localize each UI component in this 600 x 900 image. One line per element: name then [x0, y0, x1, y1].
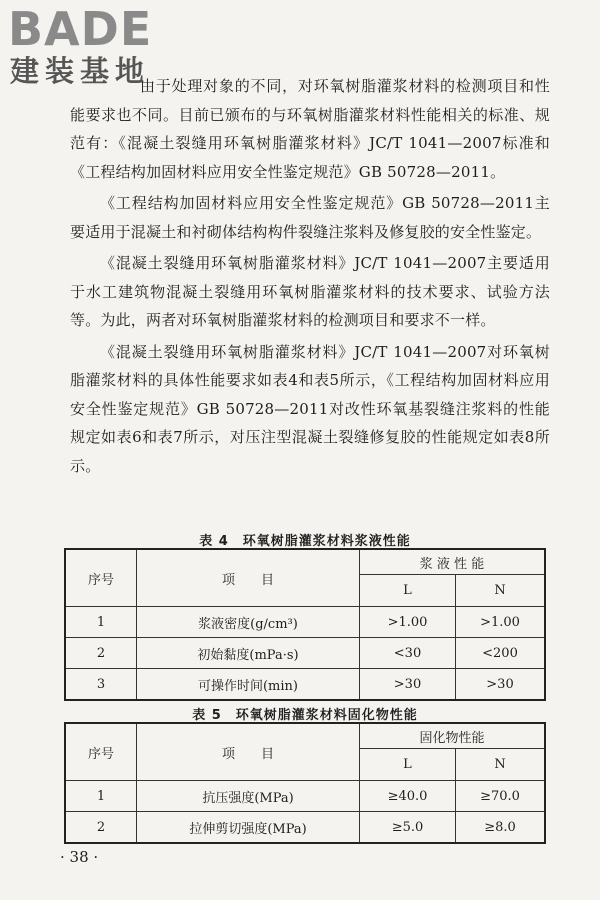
table4-caption: 表 4 环氧树脂灌浆材料浆液性能 — [199, 534, 411, 549]
body-text — [70, 72, 550, 483]
table5-caption: 表 5 环氧树脂灌浆材料固化物性能 — [192, 708, 418, 723]
cell-l: >30 — [360, 669, 456, 701]
cell-no: 3 — [65, 669, 137, 701]
header-group: 浆 液 性 能 — [360, 549, 546, 575]
header-n: N — [456, 749, 546, 781]
paragraph-2: 《工程结构加固材料应用安全性鉴定规范》GB 50728—2011主要适用于混凝土和衬砌体结构构件裂缝注浆料及修复胶的安全性鉴定。 — [70, 194, 550, 241]
table-row — [65, 638, 545, 669]
header-l: L — [360, 575, 456, 607]
table-row — [65, 669, 545, 701]
header-l: L — [360, 749, 456, 781]
cell-no: 2 — [65, 638, 137, 669]
header-item: 项 目 — [137, 723, 360, 781]
cell-l: >1.00 — [360, 607, 456, 638]
paragraph-3: 《混凝土裂缝用环氧树脂灌浆材料》JC/T 1041—2007主要适用于水工建筑物混凝土裂缝用环氧树脂灌浆材料的技术要求、试验方法等。为此，两者对环氧树脂灌浆材料的检测项目和要求不一样。 — [70, 254, 550, 329]
table4 — [64, 548, 546, 701]
paragraph-1: 由于处理对象的不同，对环氧树脂灌浆材料的检测项目和性能要求也不同。目前已颁布的与环氧树脂灌浆材料性能相关的标准、规范有：《混凝土裂缝用环氧树脂灌浆材料》JC/T 1041—2007标准和《工程结构加固材料应用安全性鉴定规范》GB 50728—2011。 — [70, 77, 550, 181]
table5 — [64, 722, 546, 844]
cell-l: <30 — [360, 638, 456, 669]
page-number: · 38 · — [60, 848, 99, 866]
cell-item: 拉伸剪切强度(MPa) — [137, 812, 360, 844]
header-group: 固化物性能 — [360, 723, 546, 749]
header-item: 项 目 — [137, 549, 360, 607]
table-row — [65, 607, 545, 638]
logo-chinese: 建装基地 — [10, 54, 151, 88]
cell-l: ≥5.0 — [360, 812, 456, 844]
cell-n: >1.00 — [456, 607, 546, 638]
cell-n: <200 — [456, 638, 546, 669]
cell-l: ≥40.0 — [360, 781, 456, 812]
table-row — [65, 781, 545, 812]
header-no: 序号 — [65, 723, 137, 781]
cell-no: 1 — [65, 607, 137, 638]
cell-item: 浆液密度(g/cm³) — [137, 607, 360, 638]
cell-n: ≥70.0 — [456, 781, 546, 812]
cell-item: 可操作时间(min) — [137, 669, 360, 701]
cell-no: 2 — [65, 812, 137, 844]
header-n: N — [456, 575, 546, 607]
header-no: 序号 — [65, 549, 137, 607]
logo-wordmark: BADE — [8, 2, 153, 56]
cell-item: 抗压强度(MPa) — [137, 781, 360, 812]
cell-n: >30 — [456, 669, 546, 701]
paragraph-4: 《混凝土裂缝用环氧树脂灌浆材料》JC/T 1041—2007对环氧树脂灌浆材料的具体性能要求如表4和表5所示，《工程结构加固材料应用安全性鉴定规范》GB 50728—2011对改性环氧基裂缝注浆料的性能规定如表6和表7所示，对压注型混凝土裂缝修复胶的性能规定如表8所示。 — [70, 342, 550, 475]
cell-item: 初始黏度(mPa·s) — [137, 638, 360, 669]
table-header-row — [65, 549, 545, 575]
table-header-row — [65, 723, 545, 749]
table-row — [65, 812, 545, 844]
cell-n: ≥8.0 — [456, 812, 546, 844]
cell-no: 1 — [65, 781, 137, 812]
